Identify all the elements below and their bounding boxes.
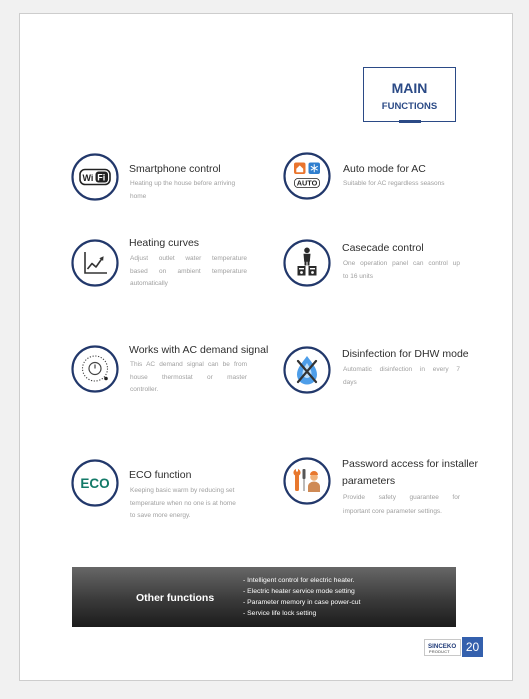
brand-logo bbox=[424, 639, 461, 656]
description-line: Suitable for AC regardless seasons bbox=[343, 180, 445, 187]
person-body bbox=[304, 254, 311, 262]
eco-icon bbox=[71, 459, 119, 507]
disinfection-icon bbox=[283, 346, 331, 394]
icon-ring bbox=[285, 241, 330, 286]
description-line: temperature when no one is at home bbox=[130, 499, 236, 507]
feature-description bbox=[130, 359, 247, 397]
main-functions-heading bbox=[363, 67, 456, 122]
description-line: automatically bbox=[130, 280, 168, 287]
screwdriver-handle bbox=[303, 469, 306, 479]
unit-detail bbox=[300, 271, 303, 274]
description-line: important core parameter settings. bbox=[343, 508, 442, 515]
auto-label: AUTO bbox=[296, 178, 318, 188]
unit-detail bbox=[310, 268, 315, 269]
description-line: Automatic disinfection in every 7 bbox=[343, 366, 460, 373]
wrench-jaw bbox=[296, 468, 298, 471]
icon-ring bbox=[73, 241, 118, 286]
person-head bbox=[304, 248, 310, 254]
other-functions-panel bbox=[72, 567, 456, 627]
feature-title: Casecade control bbox=[342, 242, 424, 254]
description-line: house thermostat or master bbox=[130, 373, 247, 381]
feature-title: ECO function bbox=[129, 469, 192, 481]
description-line: to save more energy. bbox=[130, 512, 191, 519]
brand-subtitle: PRODUCT bbox=[429, 650, 450, 654]
icon-ring bbox=[73, 347, 118, 392]
page-number: 20 bbox=[462, 637, 483, 657]
description-line: days bbox=[343, 378, 357, 386]
feature-description bbox=[343, 364, 460, 389]
feature-title: Smartphone control bbox=[129, 163, 221, 175]
description-line: controller. bbox=[130, 386, 159, 393]
brand-name: SINCEKO bbox=[428, 642, 457, 650]
description-line: based on ambient temperature bbox=[130, 267, 247, 275]
auto-mode-icon bbox=[283, 152, 331, 200]
screwdriver-shaft bbox=[304, 479, 305, 491]
wifi-badge-text-wi: Wi bbox=[82, 173, 94, 183]
installer-body bbox=[308, 482, 320, 493]
heading-underline bbox=[399, 120, 421, 123]
heading-functions: FUNCTIONS bbox=[381, 101, 438, 112]
unit-detail bbox=[311, 271, 314, 274]
other-functions-title: Other functions bbox=[136, 591, 215, 604]
feature-title: Disinfection for DHW mode bbox=[342, 348, 469, 360]
feature-title-line: Password access for installer bbox=[342, 458, 478, 470]
heating-curve-chart-icon bbox=[71, 239, 119, 287]
list-item: - Service life lock setting bbox=[243, 609, 317, 617]
icon-ring bbox=[285, 154, 330, 199]
feature-description bbox=[130, 253, 247, 291]
feature-title: Heating curves bbox=[129, 237, 200, 249]
wifi-icon bbox=[71, 153, 119, 201]
cascade-units-icon bbox=[283, 239, 331, 287]
unit-box-right bbox=[309, 266, 317, 276]
heading-main: MAIN bbox=[391, 80, 428, 96]
feature-title-line: parameters bbox=[342, 475, 396, 487]
thermostat-icon bbox=[71, 345, 119, 393]
wifi-badge-text-fi: Fi bbox=[97, 172, 106, 183]
feature-description bbox=[130, 178, 247, 203]
installer-tools-icon bbox=[283, 457, 331, 505]
person-leg bbox=[308, 261, 310, 265]
feature-title: Auto mode for AC bbox=[343, 163, 426, 175]
feature-description bbox=[343, 491, 460, 519]
description-line: home bbox=[130, 192, 147, 200]
list-item: - Electric heater service mode setting bbox=[243, 587, 355, 595]
person-leg bbox=[305, 261, 307, 265]
thermostat-dot bbox=[104, 377, 108, 381]
description-line: Adjust outlet water temperature bbox=[130, 255, 247, 262]
list-item: - Parameter memory in case power-cut bbox=[243, 598, 361, 606]
feature-title: Works with AC demand signal bbox=[129, 344, 269, 356]
unit-detail bbox=[299, 268, 304, 269]
unit-box-left bbox=[298, 266, 306, 276]
feature-description bbox=[343, 178, 460, 191]
description-line: This AC demand signal can be from bbox=[130, 361, 247, 368]
feature-description bbox=[130, 485, 247, 523]
feature-description bbox=[343, 258, 460, 283]
description-line: One operation panel can control up bbox=[343, 260, 460, 267]
other-functions-list bbox=[243, 575, 360, 619]
description-line: Keeping basic warm by reducing set bbox=[130, 487, 235, 494]
eco-label: ECO bbox=[80, 476, 110, 491]
description-line: Heating up the house before arriving bbox=[130, 180, 236, 187]
icon-ring bbox=[285, 459, 330, 504]
list-item: - Intelligent control for electric heater. bbox=[243, 576, 355, 584]
feature-title bbox=[342, 456, 478, 490]
description-line: to 16 units bbox=[343, 272, 373, 280]
description-line: Provide safety guarantee for bbox=[343, 494, 460, 501]
